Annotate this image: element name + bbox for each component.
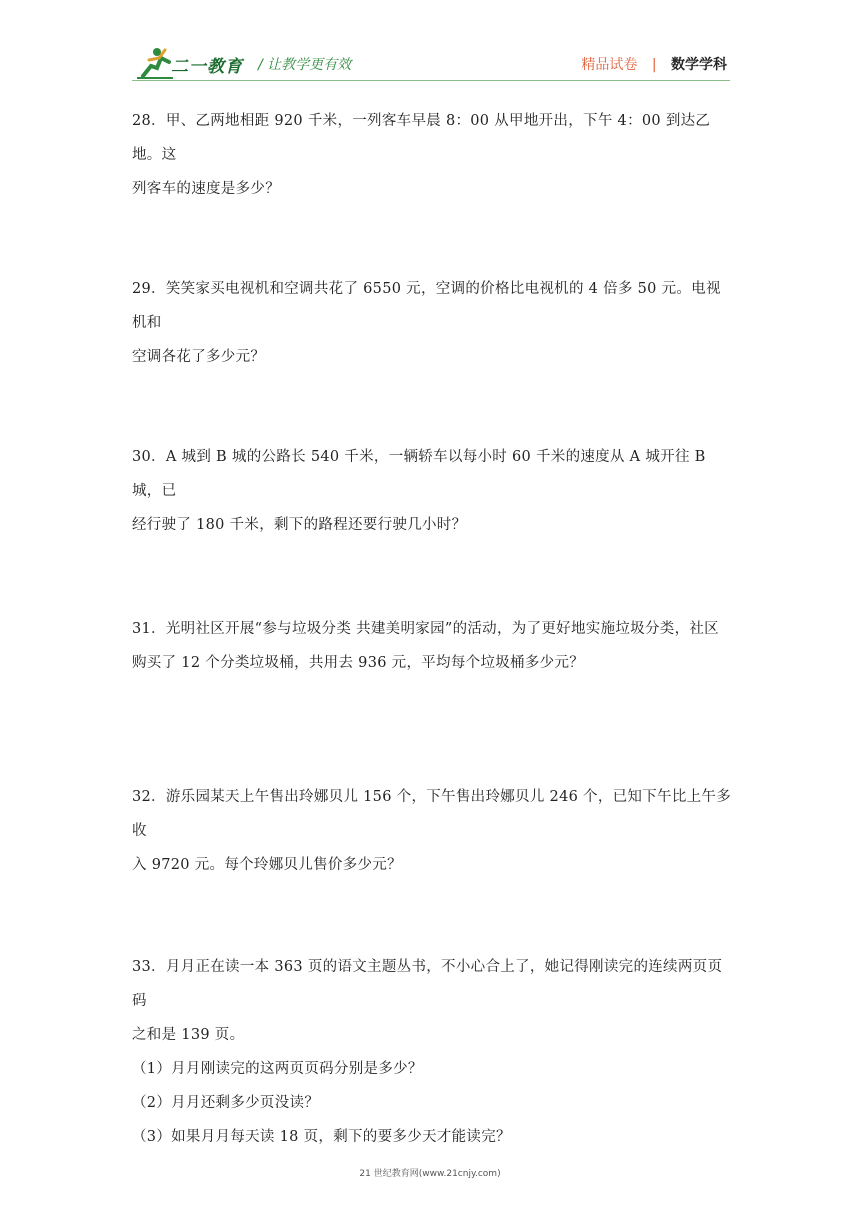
question-30 [132, 440, 732, 542]
question-31 [132, 612, 732, 680]
page-footer: 21 世纪教育网(www.21cnjy.com) [359, 1169, 501, 1179]
question-line: 29．笑笑家买电视机和空调共花了 6550 元，空调的价格比电视机的 4 倍多 50 元。电视机和 [132, 281, 721, 331]
header-subject: 数学学科 [671, 57, 727, 73]
question-line: 空调各花了多少元？ [132, 349, 266, 365]
sub-question-3: （3）如果月月每天读 18 页，剩下的要多少天才能读完？ [132, 1129, 511, 1145]
question-line: 30．A 城到 B 城的公路长 540 千米，一辆轿车以每小时 60 千米的速度从 A 城开往 B 城，已 [132, 449, 706, 499]
question-line: 列客车的速度是多少？ [132, 181, 280, 197]
question-line: 经行驶了 180 千米，剩下的路程还要行驶几小时？ [132, 517, 467, 533]
header-separator: | [651, 57, 657, 73]
logo [135, 46, 255, 80]
page-header [0, 0, 860, 90]
logo-text: 二一教育 [171, 57, 243, 77]
runner-logo-icon [135, 46, 175, 80]
question-line: 33．月月正在读一本 363 页的语文主题丛书，不小心合上了，她记得刚读完的连续两页页码 [132, 959, 723, 1009]
header-tag: 精品试卷 [581, 57, 638, 73]
question-32 [132, 780, 732, 882]
header-right [581, 54, 727, 74]
header-divider [132, 80, 730, 81]
question-line: 购买了 12 个分类垃圾桶，共用去 936 元，平均每个垃圾桶多少元？ [132, 655, 585, 671]
question-line: 31．光明社区开展“参与垃圾分类 共建美明家园”的活动，为了更好地实施垃圾分类，社区 [132, 621, 719, 637]
question-line: 入 9720 元。每个玲娜贝儿售价多少元？ [132, 857, 402, 873]
question-line: 32．游乐园某天上午售出玲娜贝儿 156 个，下午售出玲娜贝儿 246 个，已知下午比上午多收 [132, 789, 732, 839]
question-29 [132, 272, 732, 374]
question-33 [132, 950, 732, 1154]
sub-question-2: （2）月月还剩多少页没读？ [132, 1095, 320, 1111]
question-line: 之和是 139 页。 [132, 1027, 245, 1043]
question-28 [132, 104, 732, 206]
sub-question-1: （1）月月刚读完的这两页页码分别是多少？ [132, 1061, 423, 1077]
header-slogan: / 让教学更有效 [258, 57, 352, 73]
question-line: 28．甲、乙两地相距 920 千米，一列客车早晨 8：00 从甲地开出，下午 4：00 到达乙地。这 [132, 113, 711, 163]
